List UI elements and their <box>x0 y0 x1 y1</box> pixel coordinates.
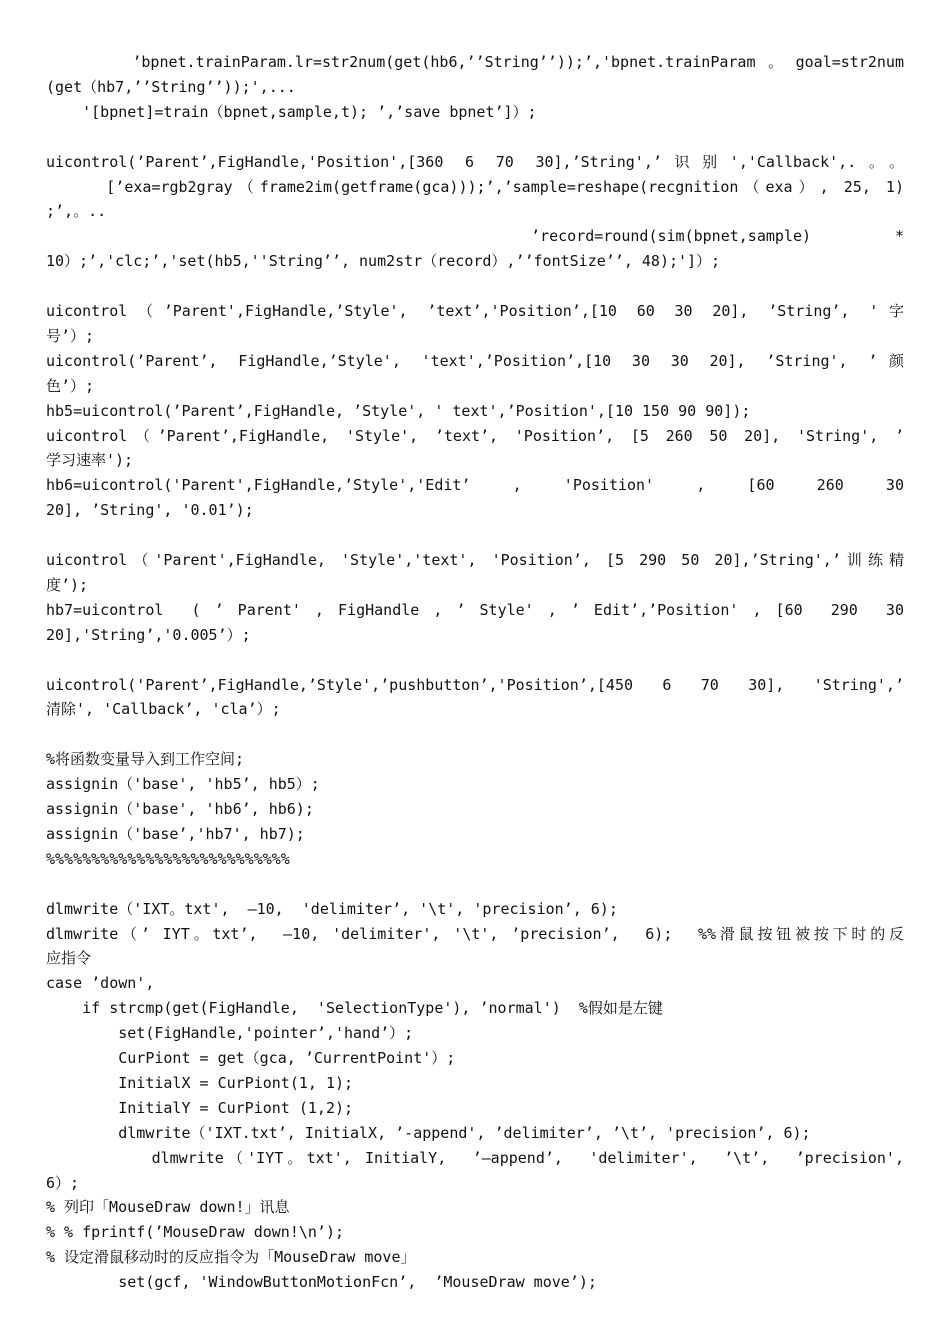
code-line: CurPiont = get（gca, ’CurrentPoint'）; <box>46 1049 456 1067</box>
code-line: InitialY = CurPiont (1,2); <box>46 1098 354 1117</box>
code-line: % 设定滑鼠移动时的反应指令为「MouseDraw move」 <box>46 1248 416 1267</box>
code-line: uicontrol(’Parent’,FigHandle,'Position',[360 6 70 30],’String',’识别','Callback',.。。 <box>46 152 904 171</box>
code-line: 清除', 'Callback’, 'cla’）; <box>46 700 281 719</box>
code-line: assignin（'base', 'hb6’, hb6); <box>46 800 314 818</box>
code-line: [’exa=rgb2gray（frame2im(getframe(gca)));’,’sample=reshape(recgnition（exa）, 25, 1) <box>46 177 904 196</box>
code-line: uicontrol('Parent’,FigHandle,’Style',’pushbutton’,'Position’,[450 6 70 30], 'String',’ <box>46 675 904 694</box>
code-line <box>46 722 904 747</box>
code-line: % 列印「MouseDraw down!」讯息 <box>46 1198 290 1217</box>
code-line <box>46 872 904 897</box>
code-line: '[bpnet]=train（bpnet,sample,t); ’,’save bpnet’]）; <box>46 102 537 121</box>
code-line: 20], ’String', '0.01’); <box>46 501 254 520</box>
code-line: set(FigHandle,'pointer’,'hand’）; <box>46 1024 414 1043</box>
code-line <box>46 274 904 299</box>
code-line: 色’）; <box>46 376 95 395</box>
code-line: 10）;’,'clc;’,'set(hb5,''String’’, num2str（record）,’’fontSize’’, 48);']）; <box>46 252 721 271</box>
code-line: ’bpnet.trainParam.lr=str2num(get(hb6,’’String’’));’,'bpnet.trainParam。goal=str2num <box>46 53 904 71</box>
code-line: dlmwrite（'IXT.txt’, InitialX, ’-append', ’delimiter’, ’\t’, 'precision’, 6); <box>46 1123 811 1142</box>
code-line: 20],'String’,'0.005’）; <box>46 625 251 644</box>
code-line: %%%%%%%%%%%%%%%%%%%%%%%%%%% <box>46 849 290 868</box>
code-line: uicontrol（’Parent',FigHandle,’Style', ’text’,'Position’,[10 60 30 20], ’String’, '字 <box>46 302 904 320</box>
code-line: hb5=uicontrol(’Parent’,FigHandle, ’Style', ' text',’Position',[10 150 90 90]); <box>46 401 751 420</box>
code-line: 学习速率'); <box>46 451 134 470</box>
code-line: if strcmp(get(FigHandle, 'SelectionType'), ’normal') %假如是左键 <box>46 999 663 1018</box>
code-line <box>46 125 904 150</box>
code-line: dlmwrite（'IXT。txt', —10, 'delimiter’, '\t', 'precision’, 6); <box>46 899 618 918</box>
code-line: dlmwrite（’ IYT。txt’, —10, 'delimiter', '\t', ’precision’, 6); %%滑鼠按钮被按下时的反 <box>46 924 904 943</box>
code-line: hb7=uicontrol ( ’ Parent' , FigHandle , ’ Style' , ’ Edit’,’Position' , [60 290 30 <box>46 600 904 619</box>
code-line: 6）; <box>46 1173 80 1192</box>
code-line: hb6=uicontrol('Parent',FigHandle,’Style','Edit’ , 'Position' , [60 260 30 <box>46 476 904 495</box>
code-line: set(gcf, 'WindowButtonMotionFcn’, ’MouseDraw move’); <box>46 1273 597 1292</box>
code-line: dlmwrite（'IYT。txt', InitialY, ’—append’, 'delimiter', ’\t’, ’precision', <box>46 1148 904 1167</box>
code-line: 度’); <box>46 575 89 594</box>
code-line: uicontrol（’Parent’,FigHandle, 'Style', ’text’, 'Position’, [5 260 50 20], 'String', ’ <box>46 426 904 445</box>
code-line: assignin（'base', 'hb5’, hb5）; <box>46 775 320 794</box>
code-line: case ’down', <box>46 974 155 993</box>
code-line: (get（hb7,’’String’’));',... <box>46 77 296 96</box>
code-line: 应指令 <box>46 949 92 968</box>
code-line: assignin（'base’,'hb7', hb7); <box>46 824 305 843</box>
code-line: ;’,。.. <box>46 202 107 221</box>
code-line: 号’）; <box>46 326 95 345</box>
code-line: ’record=round(sim(bpnet,sample) * <box>46 227 904 246</box>
code-line: %将函数变量导入到工作空间; <box>46 750 245 769</box>
code-line <box>46 648 904 673</box>
code-line: uicontrol（'Parent',FigHandle, 'Style','text', 'Position’, [5 290 50 20],’String',’训练精 <box>46 551 904 569</box>
code-line: % % fprintf(’MouseDraw down!\n’); <box>46 1223 345 1242</box>
code-line: uicontrol(’Parent’, FigHandle,’Style', 'text',’Position’,[10 30 30 20], ’String', ’颜 <box>46 351 904 370</box>
code-line: InitialX = CurPiont(1, 1); <box>46 1073 354 1092</box>
code-line <box>46 523 904 548</box>
